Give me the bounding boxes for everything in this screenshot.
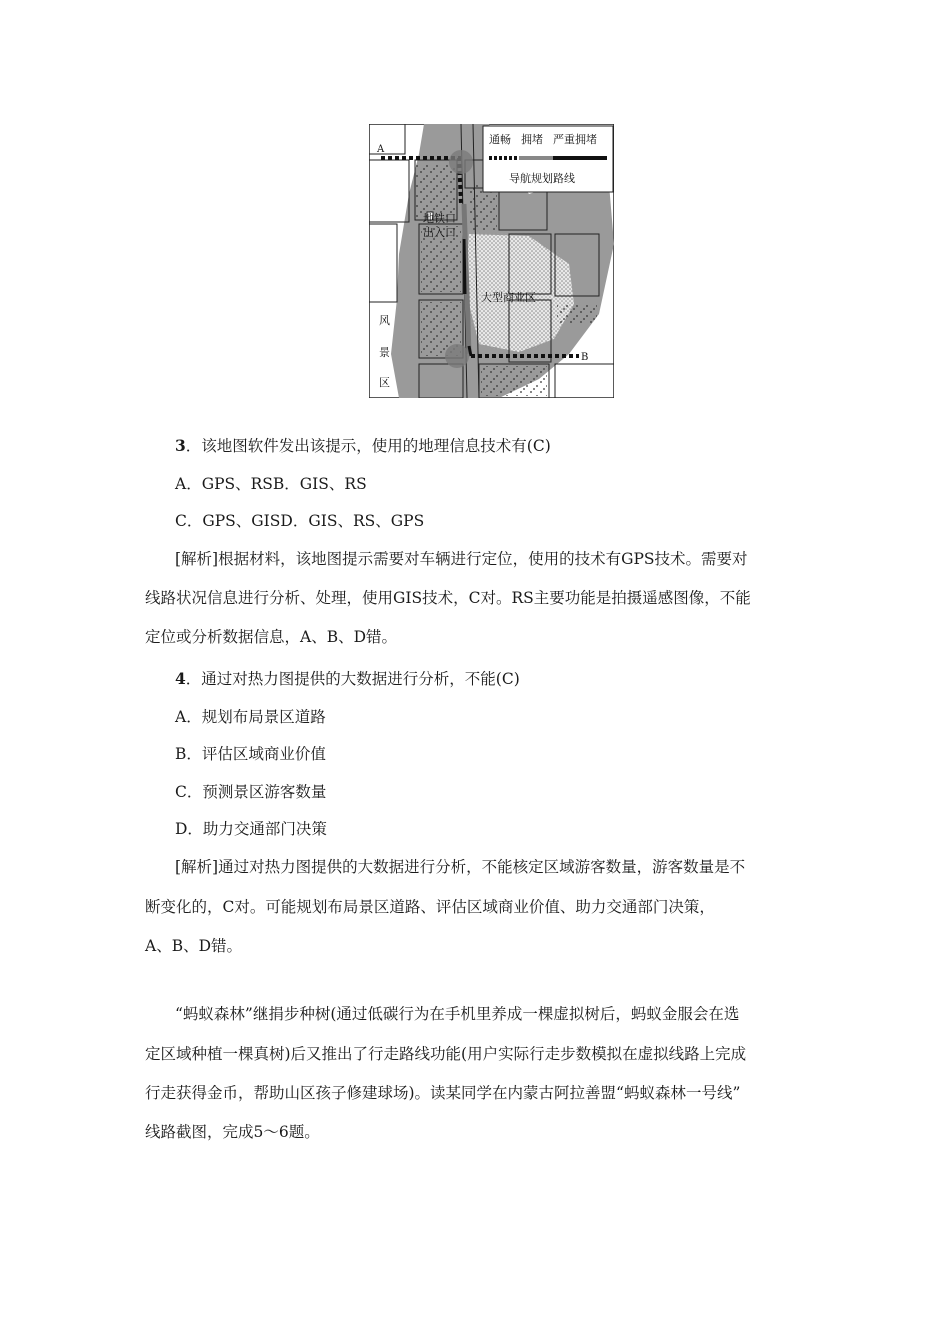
q3-options-ab: A．GPS、RSB．GIS、RS bbox=[175, 475, 367, 493]
q4-option-b: B．评估区域商业价值 bbox=[175, 745, 326, 763]
q4-analysis-line2: 断变化的，C对。可能规划布局景区道路、评估区域商业价值、助力交通部门决策， bbox=[145, 898, 715, 916]
q4-stem: 4．通过对热力图提供的大数据进行分析，不能(C) bbox=[175, 669, 520, 688]
q3-analysis-line2: 线路状况信息进行分析、处理，使用GIS技术，C对。RS主要功能是拍摄遥感图像，不能 bbox=[145, 589, 751, 607]
label-scenic-2: 景 bbox=[379, 346, 390, 359]
label-metro-1: 地铁口 bbox=[423, 212, 456, 225]
label-b: B bbox=[581, 352, 589, 363]
q4-analysis-line3: A、B、D错。 bbox=[145, 937, 243, 955]
q3-stem: 3．该地图软件发出该提示，使用的地理信息技术有(C) bbox=[175, 436, 551, 455]
q3-analysis-line1: [解析]根据材料，该地图提示需要对车辆进行定位，使用的技术有GPS技术。需要对 bbox=[175, 550, 748, 568]
label-metro-2: 出入口 bbox=[423, 226, 456, 239]
q3-number: 3 bbox=[175, 436, 186, 455]
q4-analysis-line1: [解析]通过对热力图提供的大数据进行分析，不能核定区域游客数量，游客数量是不 bbox=[175, 858, 746, 876]
passage-line2: 定区域种植一棵真树)后又推出了行走路线功能(用户实际行走步数模拟在虚拟线路上完成 bbox=[145, 1045, 747, 1063]
passage-line3: 行走获得金币，帮助山区孩子修建球场)。读某同学在内蒙古阿拉善盟“蚂蚁森林一号线” bbox=[145, 1084, 741, 1102]
q3-analysis-line3: 定位或分析数据信息，A、B、D错。 bbox=[145, 628, 398, 646]
q3-options-cd: C．GPS、GISD．GIS、RS、GPS bbox=[175, 512, 425, 530]
legend-smooth: 通畅 bbox=[489, 133, 511, 146]
legend-severe: 严重拥堵 bbox=[553, 133, 597, 146]
q4-option-c: C．预测景区游客数量 bbox=[175, 783, 327, 801]
passage-line1: “蚂蚁森林”继捐步种树(通过低碳行为在手机里养成一棵虚拟树后，蚂蚁金服会在选 bbox=[175, 1005, 740, 1023]
q4-option-a: A．规划布局景区道路 bbox=[175, 708, 326, 726]
passage-line4: 线路截图，完成5～6题。 bbox=[145, 1123, 320, 1141]
label-scenic-3: 区 bbox=[379, 376, 390, 389]
label-mall: 大型商业区 bbox=[481, 291, 536, 304]
legend-congested: 拥堵 bbox=[521, 133, 543, 146]
label-a: A bbox=[377, 144, 385, 155]
q4-option-d: D．助力交通部门决策 bbox=[175, 820, 327, 838]
traffic-map bbox=[369, 124, 614, 398]
legend-route: 导航规划路线 bbox=[509, 172, 575, 185]
q4-number: 4 bbox=[175, 669, 186, 688]
label-scenic-1: 风 bbox=[379, 314, 390, 327]
